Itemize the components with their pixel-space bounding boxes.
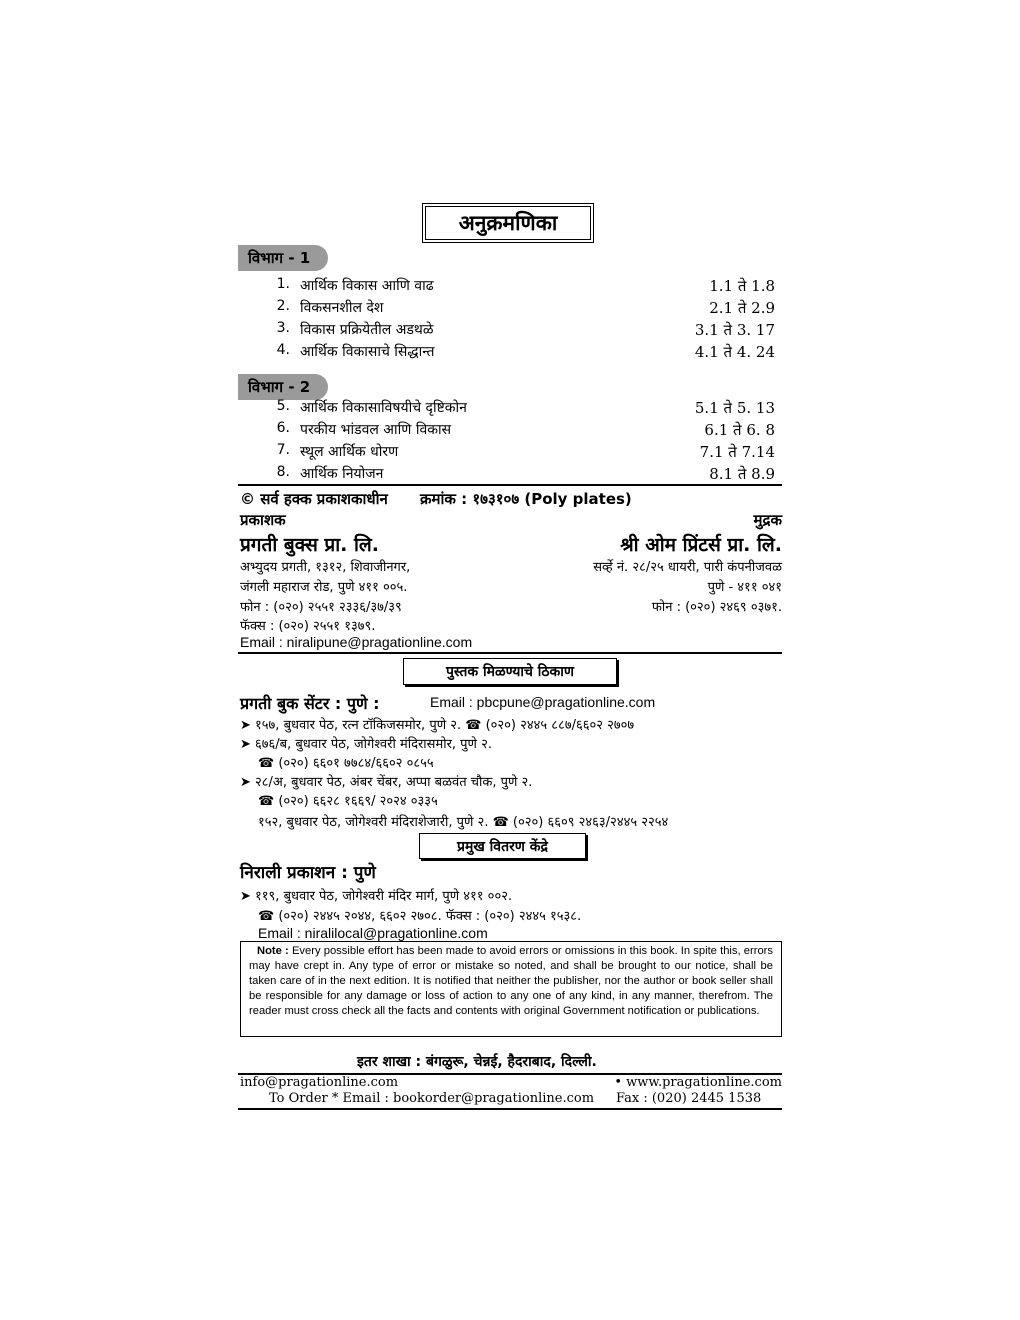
book-centre-line-4: ➤ २८/अ, बुधवार पेठ, अंबर चेंबर, अप्पा बळवंत चौक, पुणे २. [240,775,533,790]
disclaimer-note [240,941,782,1037]
nirali-address: ➤ ११९, बुधवार पेठ, जोगेश्वरी मंदिर मार्ग, पुणे ४११ ००२. [240,889,513,904]
other-branches: इतर शाखा : बंगळुरू, चेन्नई, हैदराबाद, दिल्ली. [357,1054,597,1070]
toc-item-pages: 6.1 ते 6. 8 [704,421,775,439]
toc-item-title: विकसनशील देश [300,300,384,316]
toc-item [270,342,775,364]
publisher-address-2: जंगली महाराज रोड, पुणे ४११ ००५. [240,580,408,595]
toc-item [270,398,775,420]
publisher-heading: प्रकाशक [240,511,286,529]
printer-address-2: पुणे - ४११ ०४१ [707,580,782,595]
toc-item-pages: 2.1 ते 2.9 [709,299,775,317]
toc-item-number: 5. [276,398,290,414]
toc-item-title: विकास प्रक्रियेतील अडथळे [300,322,434,338]
toc-item-number: 4. [276,342,290,358]
publisher-phone: फोन : (०२०) २५५१ २३३६/३७/३९ [240,600,402,615]
toc-item-title: परकीय भांडवल आणि विकास [300,422,452,438]
printer-name: श्री ओम प्रिंटर्स प्रा. लि. [620,534,782,556]
printer-phone: फोन : (०२०) २४६९ ०३७१. [651,600,782,615]
note-label: Note : [257,945,289,957]
serial-number: क्रमांक : १७३१०७ (Poly plates) [420,490,632,508]
book-centre-line-3: ☎ (०२०) ६६०१ ७७८४/६६०२ ०८५५ [258,756,434,771]
toc-item-title: आर्थिक विकास आणि वाढ [300,278,434,294]
toc-item-title: आर्थिक नियोजन [300,466,384,482]
toc-item [270,420,775,442]
toc-item-pages: 1.1 ते 1.8 [709,277,775,295]
toc-item [270,464,775,486]
book-centre-line-2: ➤ ६७६/ब, बुधवार पेठ, जोगेश्वरी मंदिरासमोर, पुणे २. [240,737,492,752]
book-centre-line-1: ➤ १५७, बुधवार पेठ, रत्न टॉकिजसमोर, पुणे २. ☎ (०२०) २४४५ ८८७/६६०२ २७०७ [240,718,635,733]
toc-item-pages: 5.1 ते 5. 13 [694,399,775,417]
toc-item-pages: 3.1 ते 3. 17 [694,321,775,339]
footer-website: • www.pragationline.com [614,1075,782,1090]
section-2-label: विभाग - 2 [238,374,328,400]
toc-item-title: स्थूल आर्थिक धोरण [300,444,399,460]
book-centre-line-5: ☎ (०२०) ६६२८ १६६९/ २०२४ ०३३५ [258,794,438,809]
note-text: Every possible effort has been made to avoid errors or omissions in this book. In spite this, errors may have crept in. Any type of error or mistake so noted, and shall be brought to our notice, shall be taken care of in the next edition. It is notified that neither the publisher, nor the author or book seller shall be responsible for any damage or loss of action to any one of any kind, in any manner, therefrom. The reader must cross check all the facts and contents with original Government notification or publications. [249,945,773,1017]
toc-item-number: 7. [276,442,290,458]
publisher-fax: फॅक्स : (०२०) २५५१ १३७९. [240,619,376,634]
toc-item-number: 8. [276,464,290,480]
toc-item [270,442,775,464]
toc-item-title: आर्थिक विकासाविषयीचे दृष्टिकोन [300,400,467,416]
footer-fax: Fax : (020) 2445 1538 [616,1091,762,1106]
toc-item [270,320,775,342]
book-centre-email: Email : pbcpune@pragationline.com [430,694,656,710]
toc-item-pages: 7.1 ते 7.14 [699,443,775,461]
toc-item-pages: 4.1 ते 4. 24 [694,343,775,361]
publisher-email: Email : niralipune@pragationline.com [240,634,473,650]
divider [238,652,782,654]
nirali-phone: ☎ (०२०) २४४५ २०४४, ६६०२ २७०८. फॅक्स : (०२०) २४४५ १५३८. [258,909,582,924]
section-1-label: विभाग - 1 [238,245,328,271]
toc-item [270,276,775,298]
divider [238,1108,782,1110]
availability-title: पुस्तक मिळण्याचे ठिकाण [403,658,617,685]
toc-item-number: 2. [276,298,290,314]
printer-address-1: सर्व्हे नं. २८/२५ धायरी, पारी कंपनीजवळ [593,560,782,575]
toc-item-number: 6. [276,420,290,436]
book-centre-name: प्रगती बुक सेंटर : पुणे : [240,694,380,713]
nirali-name: निराली प्रकाशन : पुणे [240,863,376,883]
publisher-name: प्रगती बुक्स प्रा. लि. [240,534,380,556]
toc-item-number: 3. [276,320,290,336]
distribution-title: प्रमुख वितरण केंद्रे [419,833,586,859]
toc-item-number: 1. [276,276,290,292]
footer-email: info@pragationline.com [240,1075,399,1090]
nirali-email: Email : nirali‌local@pragationline.com [258,925,488,941]
printer-heading: मुद्रक [753,511,782,529]
book-centre-line-6: १५२, बुधवार पेठ, जोगेश्वरी मंदिराशेजारी, पुणे २. ☎ (०२०) ६६०९ २४६३/२४४५ २२५४ [258,815,669,830]
toc-item-title: आर्थिक विकासाचे सिद्धान्त [300,344,435,360]
toc-title: अनुक्रमणिका [422,203,594,243]
toc-item-pages: 8.1 ते 8.9 [709,465,775,483]
toc-item [270,298,775,320]
copyright: © सर्व हक्क प्रकाशकाधीन [240,490,388,508]
divider [238,484,782,486]
publisher-address-1: अभ्युदय प्रगती, १३१२, शिवाजीनगर, [240,560,411,575]
footer-order-email: To Order * Email : bookorder@pragationline.com [269,1091,595,1106]
